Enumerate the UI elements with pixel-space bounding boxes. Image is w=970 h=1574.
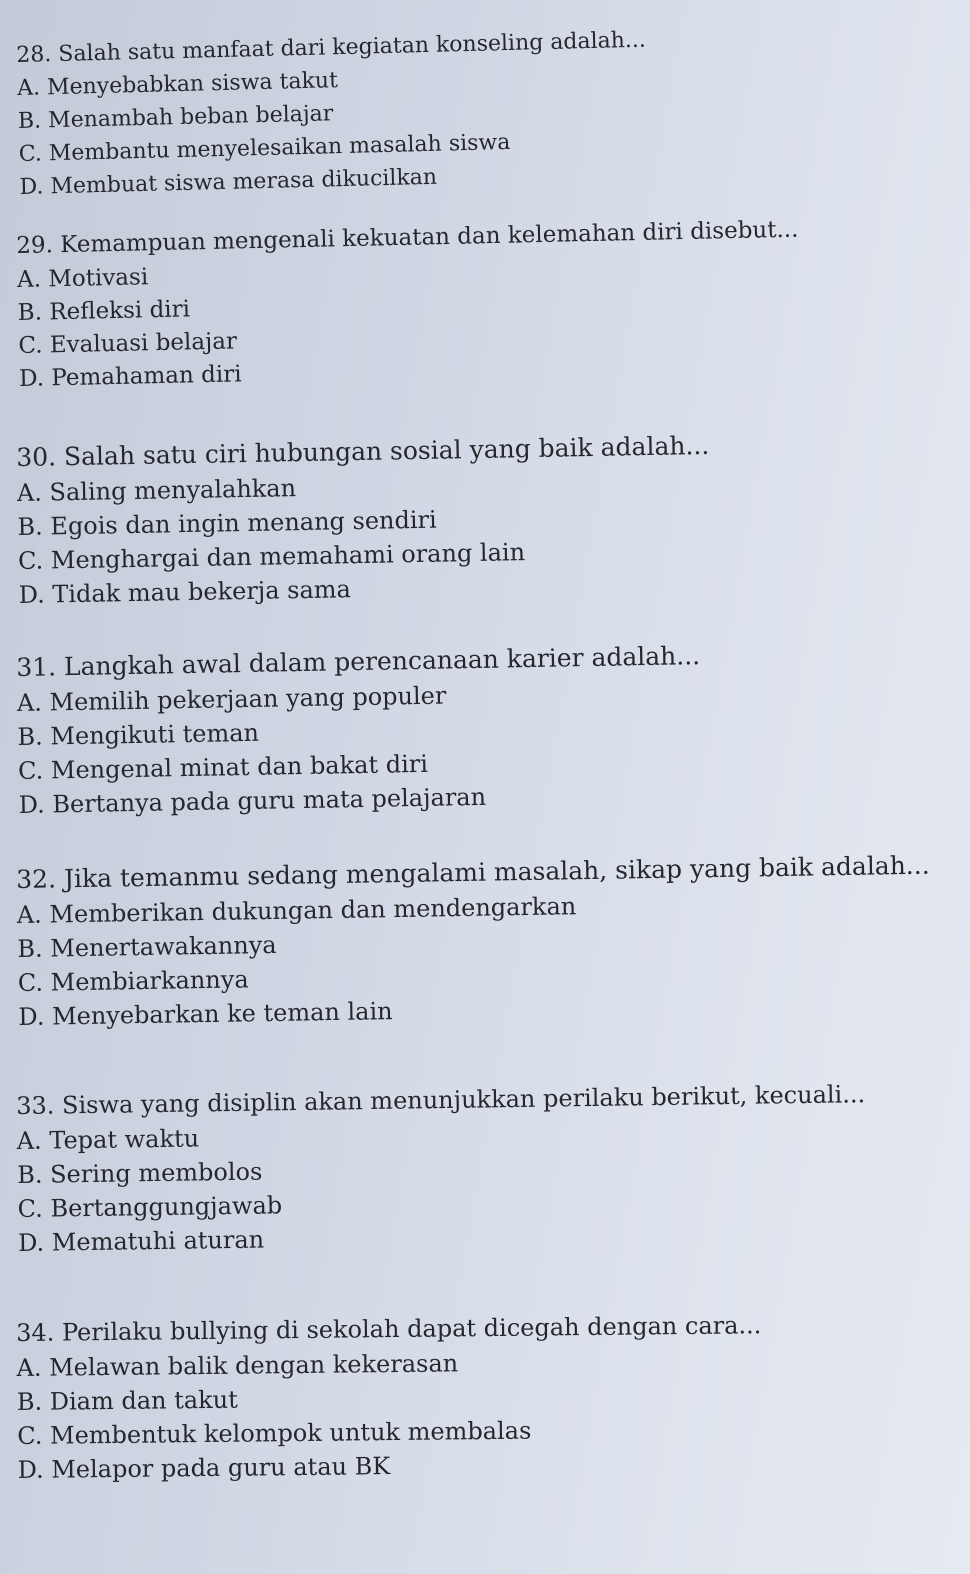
option-list xyxy=(17,670,953,822)
option-c: C. Bertanggungjawab xyxy=(17,1191,283,1223)
option-list xyxy=(16,1341,951,1487)
option-list xyxy=(17,460,953,612)
option-d: D. Mematuhi aturan xyxy=(17,1225,265,1257)
question-text: 29. Kemampuan mengenali kekuatan dan kelemahan diri disebut... xyxy=(16,216,799,259)
question-29 xyxy=(16,208,953,396)
option-d: D. Bertanya pada guru mata pelajaran xyxy=(18,782,487,819)
question-text: 31. Langkah awal dalam perencanaan karier adalah... xyxy=(16,641,701,682)
option-d: D. Tidak mau bekerja sama xyxy=(18,575,352,609)
question-text: 32. Jika temanmu sedang mengalami masalah, sikap yang baik adalah... xyxy=(16,850,930,894)
option-b: B. Sering membolos xyxy=(17,1157,263,1189)
option-a: A. Memberikan dukungan dan mendengarkan xyxy=(16,892,577,929)
question-text: 34. Perilaku bullying di sekolah dapat dicegah dengan cara... xyxy=(16,1311,762,1347)
option-b: B. Refleksi diri xyxy=(17,296,191,326)
option-b: B. Egois dan ingin menang sendiri xyxy=(17,505,437,541)
option-c: C. Membiarkannya xyxy=(17,965,249,997)
question-text: 33. Siswa yang disiplin akan menunjukkan perilaku berikut, kecuali... xyxy=(16,1080,866,1120)
option-list xyxy=(17,883,953,1034)
option-c: C. Evaluasi belajar xyxy=(18,328,238,359)
option-b: B. Menambah beban belajar xyxy=(17,101,334,134)
question-33 xyxy=(16,1075,952,1260)
option-d: D. Pemahaman diri xyxy=(18,361,242,392)
option-c: C. Menghargai dan memahami orang lain xyxy=(17,538,526,575)
question-text: 28. Salah satu manfaat dari kegiatan konseling adalah... xyxy=(16,27,647,68)
option-d: D. Melapor pada guru atau BK xyxy=(17,1452,391,1484)
option-a: A. Saling menyalahkan xyxy=(16,474,297,507)
option-a: A. Memilih pekerjaan yang populer xyxy=(16,681,447,717)
option-a: A. Melawan balik dengan kekerasan xyxy=(16,1349,459,1382)
question-text: 30. Salah satu ciri hubungan sosial yang baik adalah... xyxy=(16,430,710,472)
option-a: A. Motivasi xyxy=(16,264,149,293)
question-28 xyxy=(16,17,954,204)
option-list xyxy=(17,49,954,204)
question-34 xyxy=(16,1305,952,1487)
option-a: A. Tepat waktu xyxy=(16,1124,200,1155)
option-a: A. Menyebabkan siswa takut xyxy=(16,68,339,101)
option-list xyxy=(17,244,954,396)
option-list xyxy=(17,1111,953,1260)
option-c: C. Membantu menyelesaikan masalah siswa xyxy=(18,129,511,167)
option-d: D. Menyebarkan ke teman lain xyxy=(18,997,393,1031)
option-b: B. Diam dan takut xyxy=(16,1385,238,1416)
option-b: B. Menertawakannya xyxy=(17,930,277,963)
question-32 xyxy=(16,847,953,1034)
question-31 xyxy=(16,634,953,822)
option-c: C. Membentuk kelompok untuk membalas xyxy=(17,1416,532,1450)
question-30 xyxy=(16,424,953,612)
option-d: D. Membuat siswa merasa dikucilkan xyxy=(19,164,438,200)
option-c: C. Mengenal minat dan bakat diri xyxy=(17,749,429,785)
option-b: B. Mengikuti teman xyxy=(17,718,260,751)
